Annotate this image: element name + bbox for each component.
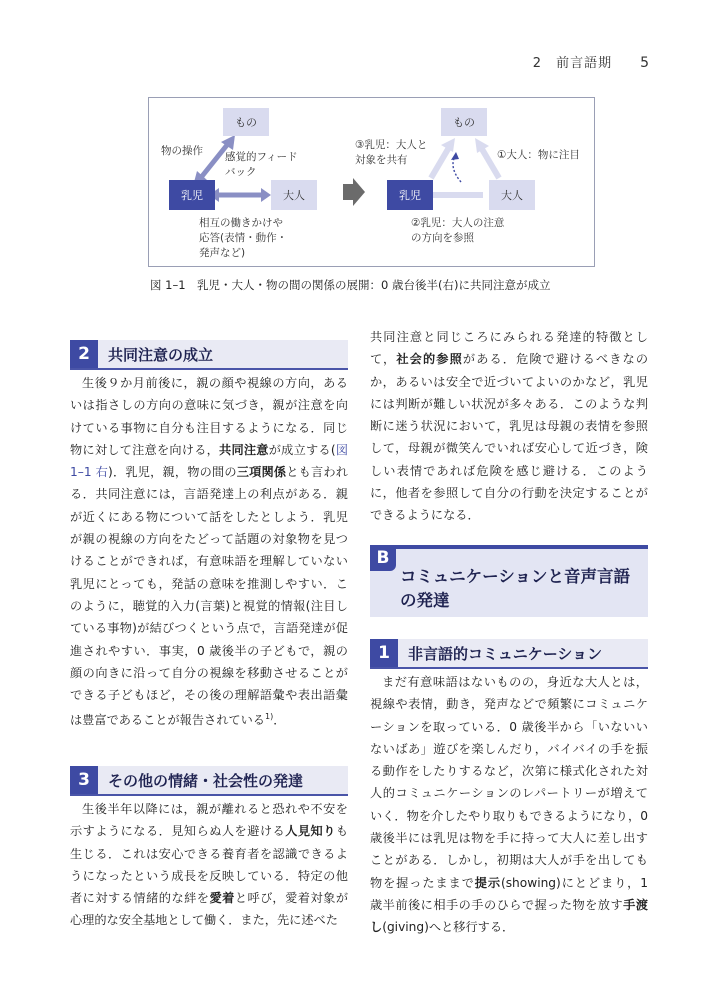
term-triadic-relation: 三項関係 [236, 465, 287, 480]
term-joint-attention: 共同注意 [219, 442, 269, 457]
label-infant-references: ②乳児：大人の注意 の方向を参照 [411, 217, 505, 244]
dashed-attention-arrow [453, 156, 461, 182]
term-social-referencing: 社会的参照 [396, 352, 463, 367]
section-3-number: 3 [70, 766, 98, 794]
section-1-number: 1 [370, 639, 398, 667]
section-B-heading [370, 545, 648, 617]
running-header [533, 52, 650, 71]
section-B-badge: B [370, 545, 396, 571]
infant-node-left: 乳児 [169, 180, 215, 210]
running-header-section: 2 前言語期 [532, 56, 613, 71]
section-3-title: その他の情緒・社会性の発達 [108, 772, 304, 790]
label-object-manipulation: 物の操作 [161, 145, 203, 157]
figure-caption: 図 1–1 乳児・大人・物の間の関係の展開：0 歳台後半(右)に共同注意が成立 [150, 278, 551, 292]
figure-reference: 図 1–1 右 [70, 442, 349, 480]
arrow-infant-object-right [431, 144, 451, 178]
label-sensory-feedback: 感覚的フィード バック [225, 151, 298, 178]
section-2-body: 生後９か月前後に，親の顔や視線の方向，あるいは指さしの方向の意味に気づき，親が注意を向けている事物に自分も注目するようになる．同じ物に対して注意を向ける，共同注意が成立する(図 1–1 右)．乳児，親，物の間の三項関係とも言われる．共同注意には，言語発達上の利点がある．親が近くにある物について話をしたとしよう．乳児が親の視線の方向をたどって話題の対象物を見つけることができれば，有意味語を理解していない乳児にとっても，発話の意味を推測しやすい．このように，聴覚的入力(言葉)と視覚的情報(注目している事物)が結びつくという点で，言語発達が促進されやすい．事実，0 歳後半の子どもで，親の顔の向きに沿って自分の視線を移動させることができる子どもほど，その後の理解語彙や表出語彙は豊富であることが報告されている$^{1)}$． [70, 376, 349, 728]
figure-1-1 [148, 97, 595, 267]
arrowhead-adult-right [261, 188, 271, 202]
section-3-body: 生後半年以降には，親が離れると恐れや不安を示すようになる．見知らぬ人を避ける人見知りも生じる．これは安心できる養育者を認識できるようになったという成長を反映している．特定の他者に対する情緒的な絆を愛着と呼び，愛着対象が心理的な安全基地として働く．また，先に述べた [70, 802, 349, 928]
section-B-topbar [370, 545, 648, 549]
page-number: 5 [640, 55, 650, 71]
section-2-title: 共同注意の成立 [108, 346, 214, 364]
transition-arrow [343, 178, 365, 206]
section-B-title: コミュニケーションと音声言語の発達 [400, 567, 631, 610]
section-1-title: 非言語的コミュニケーション [408, 645, 603, 663]
label-adult-attends: ①大人：物に注目 [497, 149, 580, 161]
section-1-heading [370, 639, 648, 669]
section-2-number: 2 [70, 340, 98, 368]
section-1-body: まだ有意味語はないものの，身近な大人とは，視線や表情，動き，発声などで頻繁にコミュニケーションを取っている．0 歳後半から「いないいないばあ」遊びを楽しんだり，バイバイの手を振る動作をしたりするなど，次第に様式化された対人的コミュニケーションのレパートリーが増えていく．物を介したやり取りもできるようになり，0 歳後半には乳児は物を手に持って大人に差し出すことがある．しかし，初期は大人が手を出しても物を握ったままで提示(showing)にとどまり，1 歳半前後に相手の手のひらで握った物を放す手渡し(giving)へと移行する． [370, 675, 649, 935]
term-showing: 提示 [474, 875, 501, 890]
term-stranger-anxiety: 人見知り [285, 824, 336, 839]
term-attachment: 愛着 [209, 891, 235, 906]
adult-node-right: 大人 [489, 180, 535, 210]
object-node-left: もの [223, 108, 269, 136]
citation-1: 1) [265, 712, 274, 722]
object-node-right: もの [441, 108, 487, 136]
section-2-heading [70, 340, 348, 370]
adult-node-left: 大人 [271, 180, 317, 210]
term-giving: 手渡し [370, 897, 648, 935]
section-3-heading [70, 766, 348, 796]
label-mutual-interaction: 相互の働きかけや 応答(表情・動作・ 発声など) [199, 217, 288, 259]
dashed-arrowhead [451, 152, 459, 160]
right-column-paragraph: 共同注意と同じころにみられる発達的特徴として，社会的参照がある．危険で避けるべきなのか，あるいは安全で近づいてよいのかなど，乳児には判断が難しい状況が多々ある．このような判断に迷う状況において，乳児は母親の表情を参照して，母親が微笑んでいれば安心して近づき，険しい表情であれば危険を感じ避ける．このように，他者を参照して自分の行動を決定することができるようになる． [370, 330, 649, 523]
label-share-object: ③乳児：大人と 対象を共有 [355, 139, 428, 166]
infant-node-right: 乳児 [387, 180, 433, 210]
